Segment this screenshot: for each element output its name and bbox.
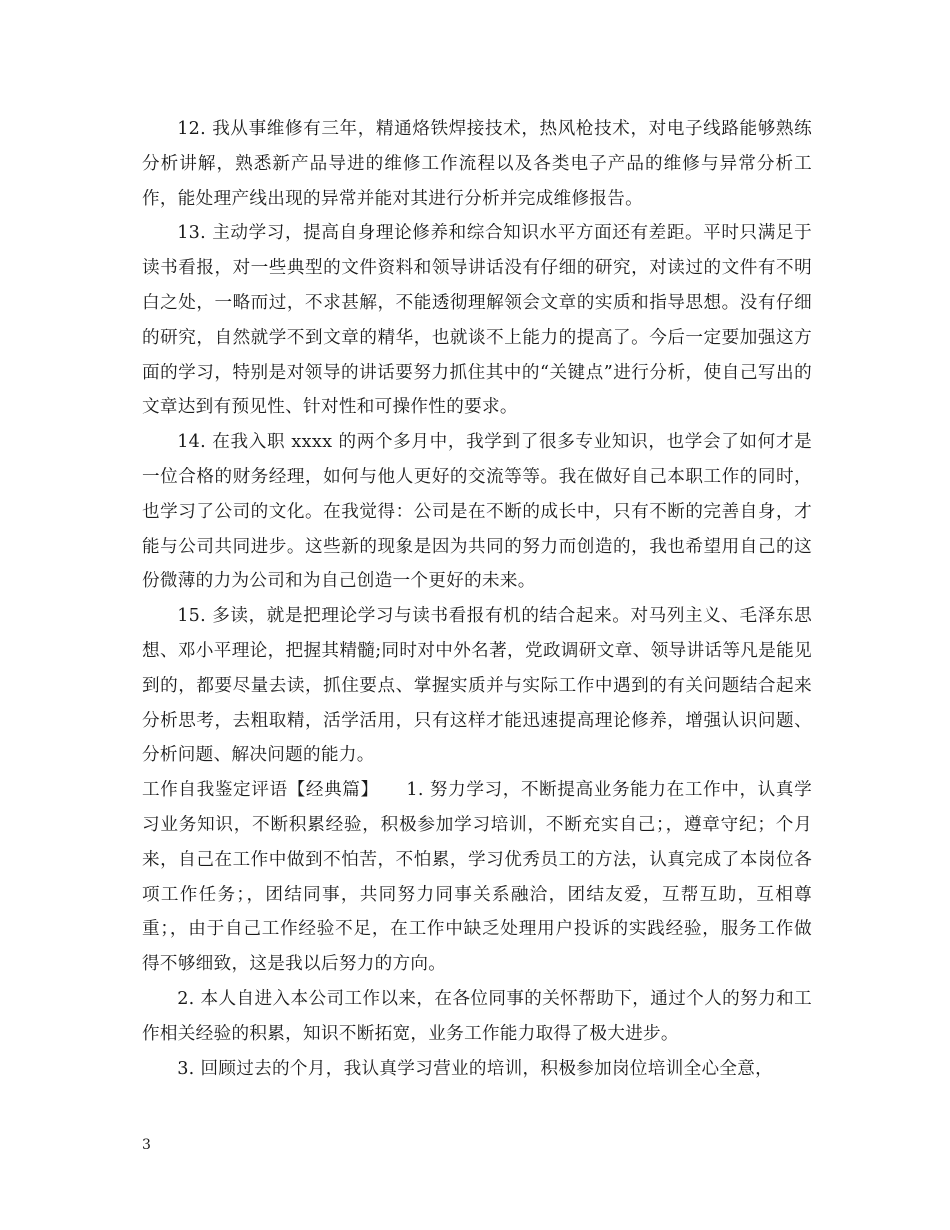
paragraph-2: 2. 本人自进入本公司工作以来，在各位同事的关怀帮助下，通过个人的努力和工作相关经验的积累，知识不断拓宽，业务工作能力取得了极大进步。 — [142, 988, 812, 1044]
paragraph-13: 13. 主动学习，提高自身理论修养和综合知识水平方面还有差距。平时只满足于读书看报，对一些典型的文件资料和领导讲话没有仔细的研究，对读过的文件有不明白之处，一略而过，不求甚解，不能透彻理解领会文章的实质和指导思想。没有仔细的研究，自然就学不到文章的精华，也就谈不上能力的提高了。今后一定要加强这方面的学习，特别是对领导的讲话要努力抓住其中的“关键点”进行分析，使自己写出的文章达到有预见性、针对性和可操作性的要求。 — [142, 223, 812, 418]
paragraph-3: 3. 回顾过去的个月，我认真学习营业的培训，积极参加岗位培训全心全意， — [177, 1058, 774, 1079]
document-body — [142, 112, 812, 1086]
page-number: 3 — [142, 1137, 151, 1153]
paragraph-15: 15. 多读，就是把理论学习与读书看报有机的结合起来。对马列主义、毛泽东思想、邓小平理论，把握其精髓;同时对中外名著，党政调研文章、领导讲话等凡是能见到的，都要尽量去读，抓住要点、掌握实质并与实际工作中遇到的有关问题结合起来分析思考，去粗取精，活学活用，只有这样才能迅速提高理论修养，增强认识问题、分析问题、解决问题的能力。 — [142, 606, 812, 766]
section-heading-paragraph: 工作自我鉴定评语【经典篇】 1. 努力学习，不断提高业务能力在工作中，认真学习业务知识，不断积累经验，积极参加学习培训，不断充实自己；，遵章守纪；个月来，自己在工作中做到不怕苦，不怕累，学习优秀员工的方法，认真完成了本岗位各项工作任务；，团结同事，共同努力同事关系融洽，团结友爱，互帮互助，互相尊重；，由于自己工作经验不足，在工作中缺乏处理用户投诉的实践经验，服务工作做得不够细致，这是我以后努力的方向。 — [142, 780, 812, 975]
paragraph-14: 14. 在我入职 xxxx 的两个多月中，我学到了很多专业知识，也学会了如何才是一位合格的财务经理，如何与他人更好的交流等等。我在做好自己本职工作的同时，也学习了公司的文化。在我觉得：公司是在不断的成长中，只有不断的完善自身，才能与公司共同进步。这些新的现象是因为共同的努力而创造的，我也希望用自己的这份微薄的力为公司和为自己创造一个更好的未来。 — [142, 432, 812, 592]
paragraph-12: 12. 我从事维修有三年，精通烙铁焊接技术，热风枪技术，对电子线路能够熟练分析讲解，熟悉新产品导进的维修工作流程以及各类电子产品的维修与异常分析工作，能处理产线出现的异常并能对其进行分析并完成维修报告。 — [142, 119, 812, 209]
